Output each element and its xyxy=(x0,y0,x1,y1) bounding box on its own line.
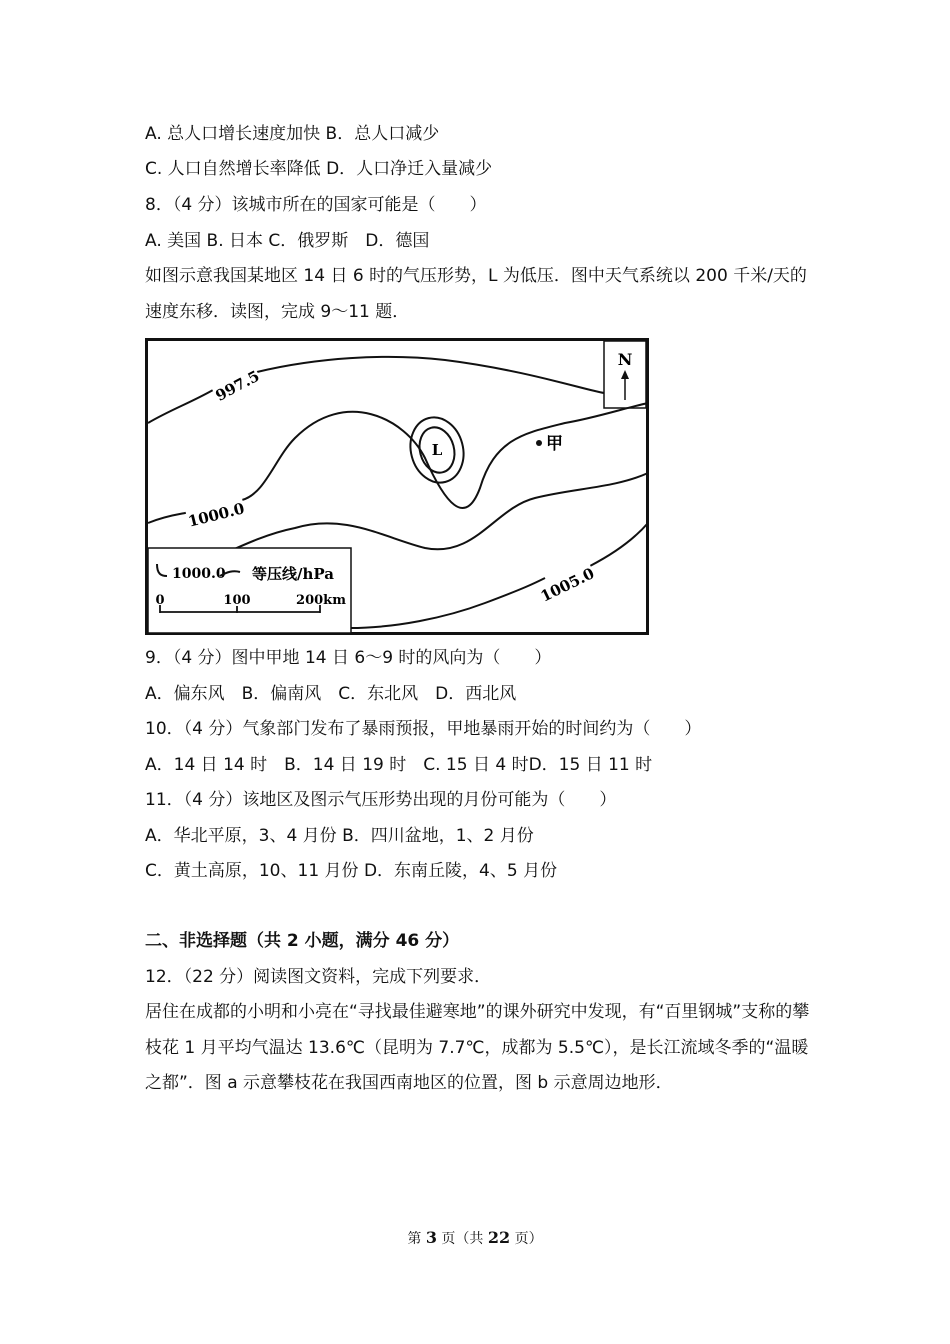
footer-total: 22 xyxy=(487,1228,511,1247)
q9-options: A．偏东风 B．偏南风 C．东北风 D．西北风 xyxy=(145,684,517,704)
q7-option-cd: C. 人口自然增长率降低 D．人口净迁入量减少 xyxy=(145,159,493,179)
footer-page: 3 xyxy=(425,1228,437,1247)
q11-option-cd: C．黄土高原，10、11 月份 D．东南丘陵，4、5 月份 xyxy=(145,861,558,881)
scale-zero: 0 xyxy=(155,593,165,608)
isobar-label-1005: 1005.0 xyxy=(537,564,598,606)
isobar-label-997-5: 997.5 xyxy=(212,366,263,405)
scale-100: 100 xyxy=(223,593,251,608)
q7-option-ab: A. 总人口增长速度加快 B．总人口减少 xyxy=(145,124,440,144)
north-label: N xyxy=(617,350,633,369)
place-label: 甲 xyxy=(546,434,563,454)
q12-paragraph: 居住在成都的小明和小亮在“寻找最佳避寒地”的课外研究中发现，有“百里钢城”支称的攀枝花 1 月平均气温达 13.6℃（昆明为 7.7℃，成都为 5.5℃），是长江流域冬季的“温暖之都”．图 a 示意攀枝花在我国西南地区的位置，图 b 示意周边地形． xyxy=(145,1002,810,1093)
legend-sample-label: 1000.0 xyxy=(172,566,226,582)
map-intro: 如图示意我国某地区 14 日 6 时的气压形势，L 为低压．图中天气系统以 200 千米/天的速度东移．读图，完成 9～11 题． xyxy=(145,266,807,322)
q8-stem: 8．（4 分）该城市所在的国家可能是（ ） xyxy=(145,195,487,215)
low-label: L xyxy=(431,441,443,459)
isobar-map xyxy=(145,338,649,636)
north-arrow xyxy=(604,341,646,408)
q11-stem: 11．（4 分）该地区及图示气压形势出现的月份可能为（ ） xyxy=(145,790,617,810)
q10-stem: 10．（4 分）气象部门发布了暴雨预报，甲地暴雨开始的时间约为（ ） xyxy=(145,719,702,739)
scale-200: 200km xyxy=(296,593,346,608)
q12-stem: 12．（22 分）阅读图文资料，完成下列要求． xyxy=(145,967,492,987)
q10-options: A．14 日 14 时 B．14 日 19 时 C. 15 日 4 时D．15 日 11 时 xyxy=(145,755,653,775)
q8-options: A. 美国 B. 日本 C．俄罗斯 D．德国 xyxy=(145,231,430,251)
map-legend xyxy=(148,548,351,633)
q11-option-ab: A．华北平原，3、4 月份 B．四川盆地，1、2 月份 xyxy=(145,826,534,846)
legend-label: 等压线/hPa xyxy=(252,565,334,583)
section-heading: 二、非选择题（共 2 小题，满分 46 分） xyxy=(145,931,460,951)
isobar-label-1000: 1000.0 xyxy=(186,499,247,531)
page-footer xyxy=(0,1228,950,1248)
footer-mid: 页（共 xyxy=(436,1231,488,1247)
footer-pre: 第 xyxy=(407,1231,426,1247)
q9-stem: 9．（4 分）图中甲地 14 日 6～9 时的风向为（ ） xyxy=(145,648,552,668)
footer-post: 页） xyxy=(510,1231,543,1247)
